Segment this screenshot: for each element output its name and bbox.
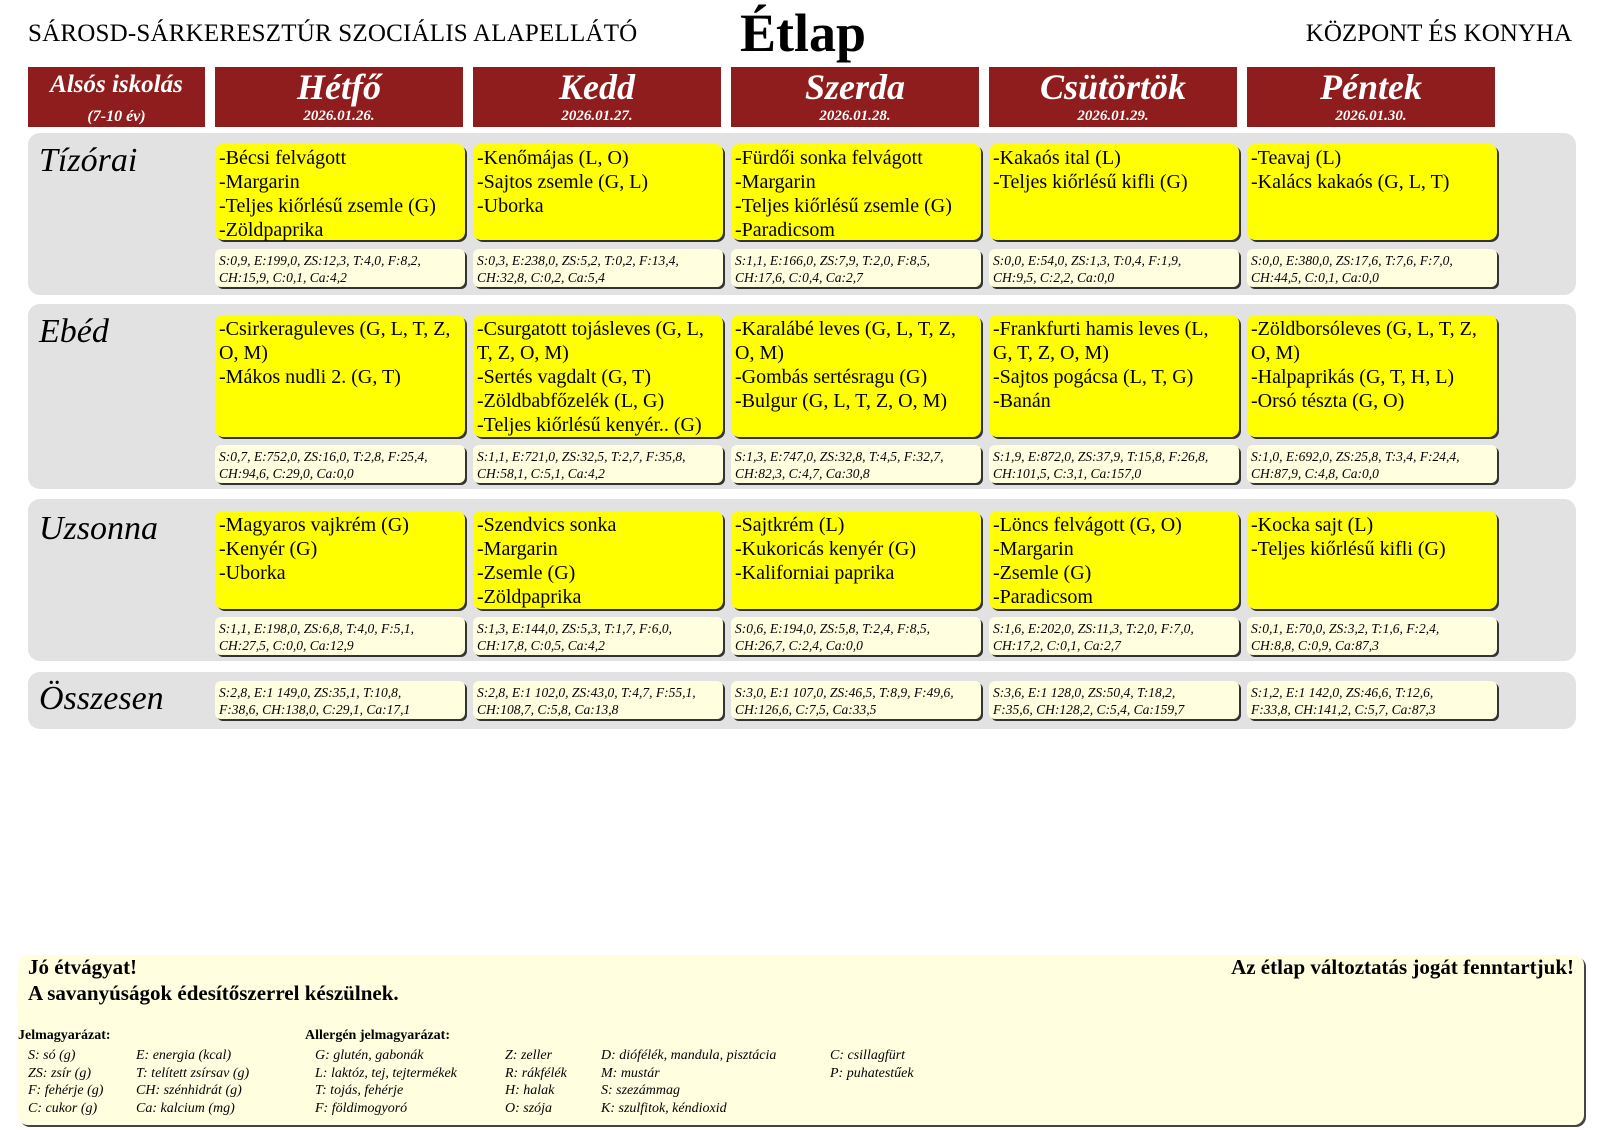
menu-item: O, M) [219,342,268,364]
nutrition-line: S:1,9, E:872,0, ZS:37,9, T:15,8, F:26,8, [993,449,1209,464]
menu-item: -Sajtkrém (L) [735,514,845,536]
nutrition-line: S:1,1, E:198,0, ZS:6,8, T:4,0, F:5,1, [219,621,414,636]
nutrition-box-tizorai-friday [1247,249,1497,287]
menu-box-ebed-monday [215,315,465,437]
nutrition-line: S:3,6, E:1 128,0, ZS:50,4, T:18,2, [993,685,1176,700]
nutrition-line: S:1,3, E:144,0, ZS:5,3, T:1,7, F:6,0, [477,621,672,636]
menu-item: -Margarin [477,538,558,560]
day-header-friday [1247,67,1495,127]
nutrition-line: CH:82,3, C:4,7, Ca:30,8 [735,466,870,481]
allergen-item: G: glutén, gabonák [315,1048,424,1063]
day-date: 2026.01.26. [303,108,375,124]
footer-panel [18,955,1584,1125]
menu-item: -Sajtos pogácsa (L, T, G) [993,366,1194,388]
menu-box-ebed-tuesday [473,315,723,437]
nutrition-line: S:1,6, E:202,0, ZS:11,3, T:2,0, F:7,0, [993,621,1194,636]
menu-item: -Margarin [219,171,300,193]
allergen-item: C: csillagfürt [830,1048,906,1063]
menu-item: -Csurgatott tojásleves (G, L, [477,318,704,340]
allergen-item: K: szulfitok, kéndioxid [601,1100,727,1116]
nutrition-line: F:33,8, CH:141,2, C:5,7, Ca:87,3 [1251,702,1436,717]
legend-item: T: telített zsírsav (g) [136,1065,250,1081]
allergen-item: M: mustár [601,1065,660,1081]
legend-item: E: energia (kcal) [136,1048,232,1063]
allergen-column [601,1047,776,1117]
menu-box-tizorai-wednesday [731,144,981,240]
totals-box-wednesday [731,681,981,719]
nutrition-line: CH:108,7, C:5,8, Ca:13,8 [477,702,619,717]
institution-subtitle: KÖZPONT ÉS KONYHA [1305,20,1572,47]
menu-item: -Fürdői sonka felvágott [735,147,923,169]
nutrition-box-ebed-tuesday [473,445,723,483]
menu-box-uzsonna-wednesday [731,511,981,609]
legend-column [28,1047,103,1117]
nutrition-line: S:0,9, E:199,0, ZS:12,3, T:4,0, F:8,2, [219,253,421,268]
menu-item: -Paradicsom [735,219,835,241]
menu-item: -Teljes kiőrlésű kifli (G) [1251,538,1446,560]
menu-item: -Zsemle (G) [993,562,1092,584]
allergen-item: R: rákfélék [505,1065,567,1081]
day-date: 2026.01.30. [1335,108,1407,124]
nutrition-line: CH:44,5, C:0,1, Ca:0,0 [1251,270,1379,285]
menu-item: T, Z, O, M) [477,342,569,364]
footer-greeting: Jó étvágyat! [28,955,138,979]
nutrition-box-tizorai-thursday [989,249,1239,287]
menu-item: -Uborka [219,562,286,584]
menu-box-uzsonna-thursday [989,511,1239,609]
allergen-item: T: tojás, fehérje [315,1083,404,1098]
allergen-item: D: diófélék, mandula, pisztácia [601,1048,777,1063]
menu-item: -Paradicsom [993,586,1093,608]
totals-box-tuesday [473,681,723,719]
menu-item: -Kaliforniai paprika [735,562,895,584]
menu-item: -Kocka sajt (L) [1251,514,1374,536]
menu-item: -Kenőmájas (L, O) [477,147,629,169]
menu-item: -Zöldpaprika [477,586,582,608]
menu-item: -Teljes kiőrlésű zsemle (G) [735,195,952,217]
menu-box-tizorai-tuesday [473,144,723,240]
day-name: Szerda [804,67,906,107]
nutrition-line: S:1,1, E:166,0, ZS:7,9, T:2,0, F:8,5, [735,253,930,268]
nutrition-line: CH:126,6, C:7,5, Ca:33,5 [735,702,877,717]
nutrition-line: S:0,6, E:194,0, ZS:5,8, T:2,4, F:8,5, [735,621,930,636]
allergen-column [505,1047,567,1117]
menu-item: O, M) [735,342,784,364]
nutrition-box-tizorai-monday [215,249,465,287]
menu-item: -Kukoricás kenyér (G) [735,538,917,560]
menu-item: -Banán [993,390,1051,412]
menu-item: -Kalács kakaós (G, L, T) [1251,171,1450,193]
nutrition-line: CH:8,8, C:0,9, Ca:87,3 [1251,638,1379,653]
menu-box-uzsonna-monday [215,511,465,609]
nutrition-line: CH:17,2, C:0,1, Ca:2,7 [993,638,1121,653]
menu-box-uzsonna-friday [1247,511,1497,609]
menu-item: -Zöldpaprika [219,219,324,241]
nutrition-line: F:38,6, CH:138,0, C:29,1, Ca:17,1 [219,702,411,717]
nutrition-line: CH:94,6, C:29,0, Ca:0,0 [219,466,354,481]
menu-box-ebed-wednesday [731,315,981,437]
nutrition-line: S:0,0, E:380,0, ZS:17,6, T:7,6, F:7,0, [1251,253,1453,268]
menu-item: -Csirkeraguleves (G, L, T, Z, [219,318,451,340]
nutrition-box-ebed-friday [1247,445,1497,483]
nutrition-box-tizorai-wednesday [731,249,981,287]
menu-item: -Teavaj (L) [1251,147,1342,169]
menu-item: O, M) [1251,342,1300,364]
menu-box-tizorai-thursday [989,144,1239,240]
nutrition-line: S:0,0, E:54,0, ZS:1,3, T:0,4, F:1,9, [993,253,1182,268]
legend-item: S: só (g) [28,1048,76,1063]
nutrition-line: S:1,1, E:721,0, ZS:32,5, T:2,7, F:35,8, [477,449,686,464]
nutrition-box-uzsonna-friday [1247,617,1497,655]
nutrition-line: CH:87,9, C:4,8, Ca:0,0 [1251,466,1379,481]
menu-box-tizorai-monday [215,144,465,240]
institution-name: SÁROSD-SÁRKERESZTÚR SZOCIÁLIS ALAPELLÁTÓ [28,20,638,47]
nutrition-box-ebed-monday [215,445,465,483]
nutrition-box-uzsonna-monday [215,617,465,655]
menu-item: -Gombás sertésragu (G) [735,366,928,388]
legend-column [136,1047,249,1117]
menu-item: -Löncs felvágott (G, O) [993,514,1182,536]
allergen-column [830,1047,914,1082]
menu-item: -Orsó tészta (G, O) [1251,390,1405,412]
nutrition-line: F:35,6, CH:128,2, C:5,4, Ca:159,7 [993,702,1185,717]
menu-item: -Szendvics sonka [477,514,617,536]
nutrition-line: CH:27,5, C:0,0, Ca:12,9 [219,638,354,653]
nutrition-box-uzsonna-thursday [989,617,1239,655]
menu-item: -Halpaprikás (G, T, H, L) [1251,366,1455,388]
allergen-legend-title: Allergén jelmagyarázat: [305,1028,450,1043]
legend-title: Jelmagyarázat: [18,1028,111,1043]
footer-note: A savanyúságok édesítőszerrel készülnek. [28,981,399,1005]
allergen-item: O: szója [505,1100,553,1116]
nutrition-line: S:1,2, E:1 142,0, ZS:46,6, T:12,6, [1251,685,1434,700]
menu-item: -Bulgur (G, L, T, Z, O, M) [735,390,948,412]
nutrition-line: CH:26,7, C:2,4, Ca:0,0 [735,638,863,653]
legend-item: F: fehérje (g) [28,1083,104,1098]
category-header [28,67,205,127]
allergen-item: F: földimogyoró [315,1100,408,1116]
nutrition-line: S:1,0, E:692,0, ZS:25,8, T:3,4, F:24,4, [1251,449,1460,464]
day-date: 2026.01.29. [1077,108,1149,124]
legend-item: C: cukor (g) [28,1100,98,1116]
nutrition-box-uzsonna-tuesday [473,617,723,655]
nutrition-line: S:1,3, E:747,0, ZS:32,8, T:4,5, F:32,7, [735,449,944,464]
nutrition-line: CH:17,8, C:0,5, Ca:4,2 [477,638,605,653]
totals-box-thursday [989,681,1239,719]
totals-box-monday [215,681,465,719]
menu-item: -Sajtos zsemle (G, L) [477,171,649,193]
menu-item: -Zöldbabfőzelék (L, G) [477,390,665,412]
menu-item: -Karalábé leves (G, L, T, Z, [735,318,956,340]
nutrition-line: S:0,3, E:238,0, ZS:5,2, T:0,2, F:13,4, [477,253,679,268]
category-age: (7-10 év) [87,108,146,125]
day-header-tuesday [473,67,721,127]
nutrition-line: CH:9,5, C:2,2, Ca:0,0 [993,270,1115,285]
nutrition-box-uzsonna-wednesday [731,617,981,655]
allergen-column [315,1047,457,1117]
menu-box-ebed-thursday [989,315,1239,437]
footer-disclaimer: Az étlap változtatás jogát fenntartjuk! [1231,955,1574,979]
allergen-item: L: laktóz, tej, tejtermékek [315,1065,457,1081]
meal-name: Uzsonna [39,510,159,547]
day-header-wednesday [731,67,979,127]
menu-item: -Sertés vagdalt (G, T) [477,366,652,388]
menu-item: -Uborka [477,195,544,217]
nutrition-line: S:3,0, E:1 107,0, ZS:46,5, T:8,9, F:49,6, [735,685,954,700]
nutrition-line: S:0,1, E:70,0, ZS:3,2, T:1,6, F:2,4, [1251,621,1440,636]
menu-item: G, T, Z, O, M) [993,342,1109,364]
day-name: Csütörtök [1039,67,1187,107]
menu-box-tizorai-friday [1247,144,1497,240]
legend-item: CH: szénhidrát (g) [136,1083,242,1098]
nutrition-line: S:0,7, E:752,0, ZS:16,0, T:2,8, F:25,4, [219,449,428,464]
day-header-monday [215,67,463,127]
day-date: 2026.01.28. [819,108,891,124]
totals-box-friday [1247,681,1497,719]
menu-box-ebed-friday [1247,315,1497,437]
menu-item: -Kakaós ital (L) [993,147,1121,169]
nutrition-box-ebed-wednesday [731,445,981,483]
menu-item: -Frankfurti hamis leves (L, [993,318,1209,340]
legend-item: ZS: zsír (g) [28,1065,92,1081]
allergen-item: P: puhatestűek [830,1065,914,1081]
day-date: 2026.01.27. [561,108,633,124]
legend-item: Ca: kalcium (mg) [136,1100,235,1116]
day-name: Péntek [1320,67,1422,107]
day-name: Kedd [559,67,635,107]
meal-name: Tízórai [39,142,138,179]
page-title: Étlap [740,3,867,63]
menu-item: -Margarin [993,538,1074,560]
day-header-thursday [989,67,1237,127]
meal-name: Ebéd [39,313,109,350]
menu-item: -Bécsi felvágott [219,147,347,169]
menu-item: -Kenyér (G) [219,538,318,560]
nutrition-line: S:2,8, E:1 102,0, ZS:43,0, T:4,7, F:55,1, [477,685,696,700]
menu-item: -Teljes kiőrlésű kifli (G) [993,171,1188,193]
menu-item: -Teljes kiőrlésű zsemle (G) [219,195,436,217]
nutrition-line: CH:58,1, C:5,1, Ca:4,2 [477,466,605,481]
menu-item: -Zsemle (G) [477,562,576,584]
category-name: Alsós iskolás [50,71,183,98]
menu-item: -Mákos nudli 2. (G, T) [219,366,401,388]
menu-box-uzsonna-tuesday [473,511,723,609]
menu-item: -Magyaros vajkrém (G) [219,514,409,536]
menu-item: -Teljes kiőrlésű kenyér.. (G) [477,414,702,436]
nutrition-line: S:2,8, E:1 149,0, ZS:35,1, T:10,8, [219,685,402,700]
nutrition-box-ebed-thursday [989,445,1239,483]
allergen-item: Z: zeller [505,1048,553,1063]
nutrition-line: CH:32,8, C:0,2, Ca:5,4 [477,270,605,285]
day-name: Hétfő [297,67,381,107]
nutrition-line: CH:101,5, C:3,1, Ca:157,0 [993,466,1142,481]
nutrition-line: CH:17,6, C:0,4, Ca:2,7 [735,270,863,285]
totals-name: Összesen [39,680,164,717]
allergen-item: S: szezámmag [601,1083,680,1098]
menu-item: -Zöldborsóleves (G, L, T, Z, [1251,318,1477,340]
allergen-item: H: halak [505,1083,555,1098]
nutrition-line: CH:15,9, C:0,1, Ca:4,2 [219,270,347,285]
menu-item: -Margarin [735,171,816,193]
nutrition-box-tizorai-tuesday [473,249,723,287]
